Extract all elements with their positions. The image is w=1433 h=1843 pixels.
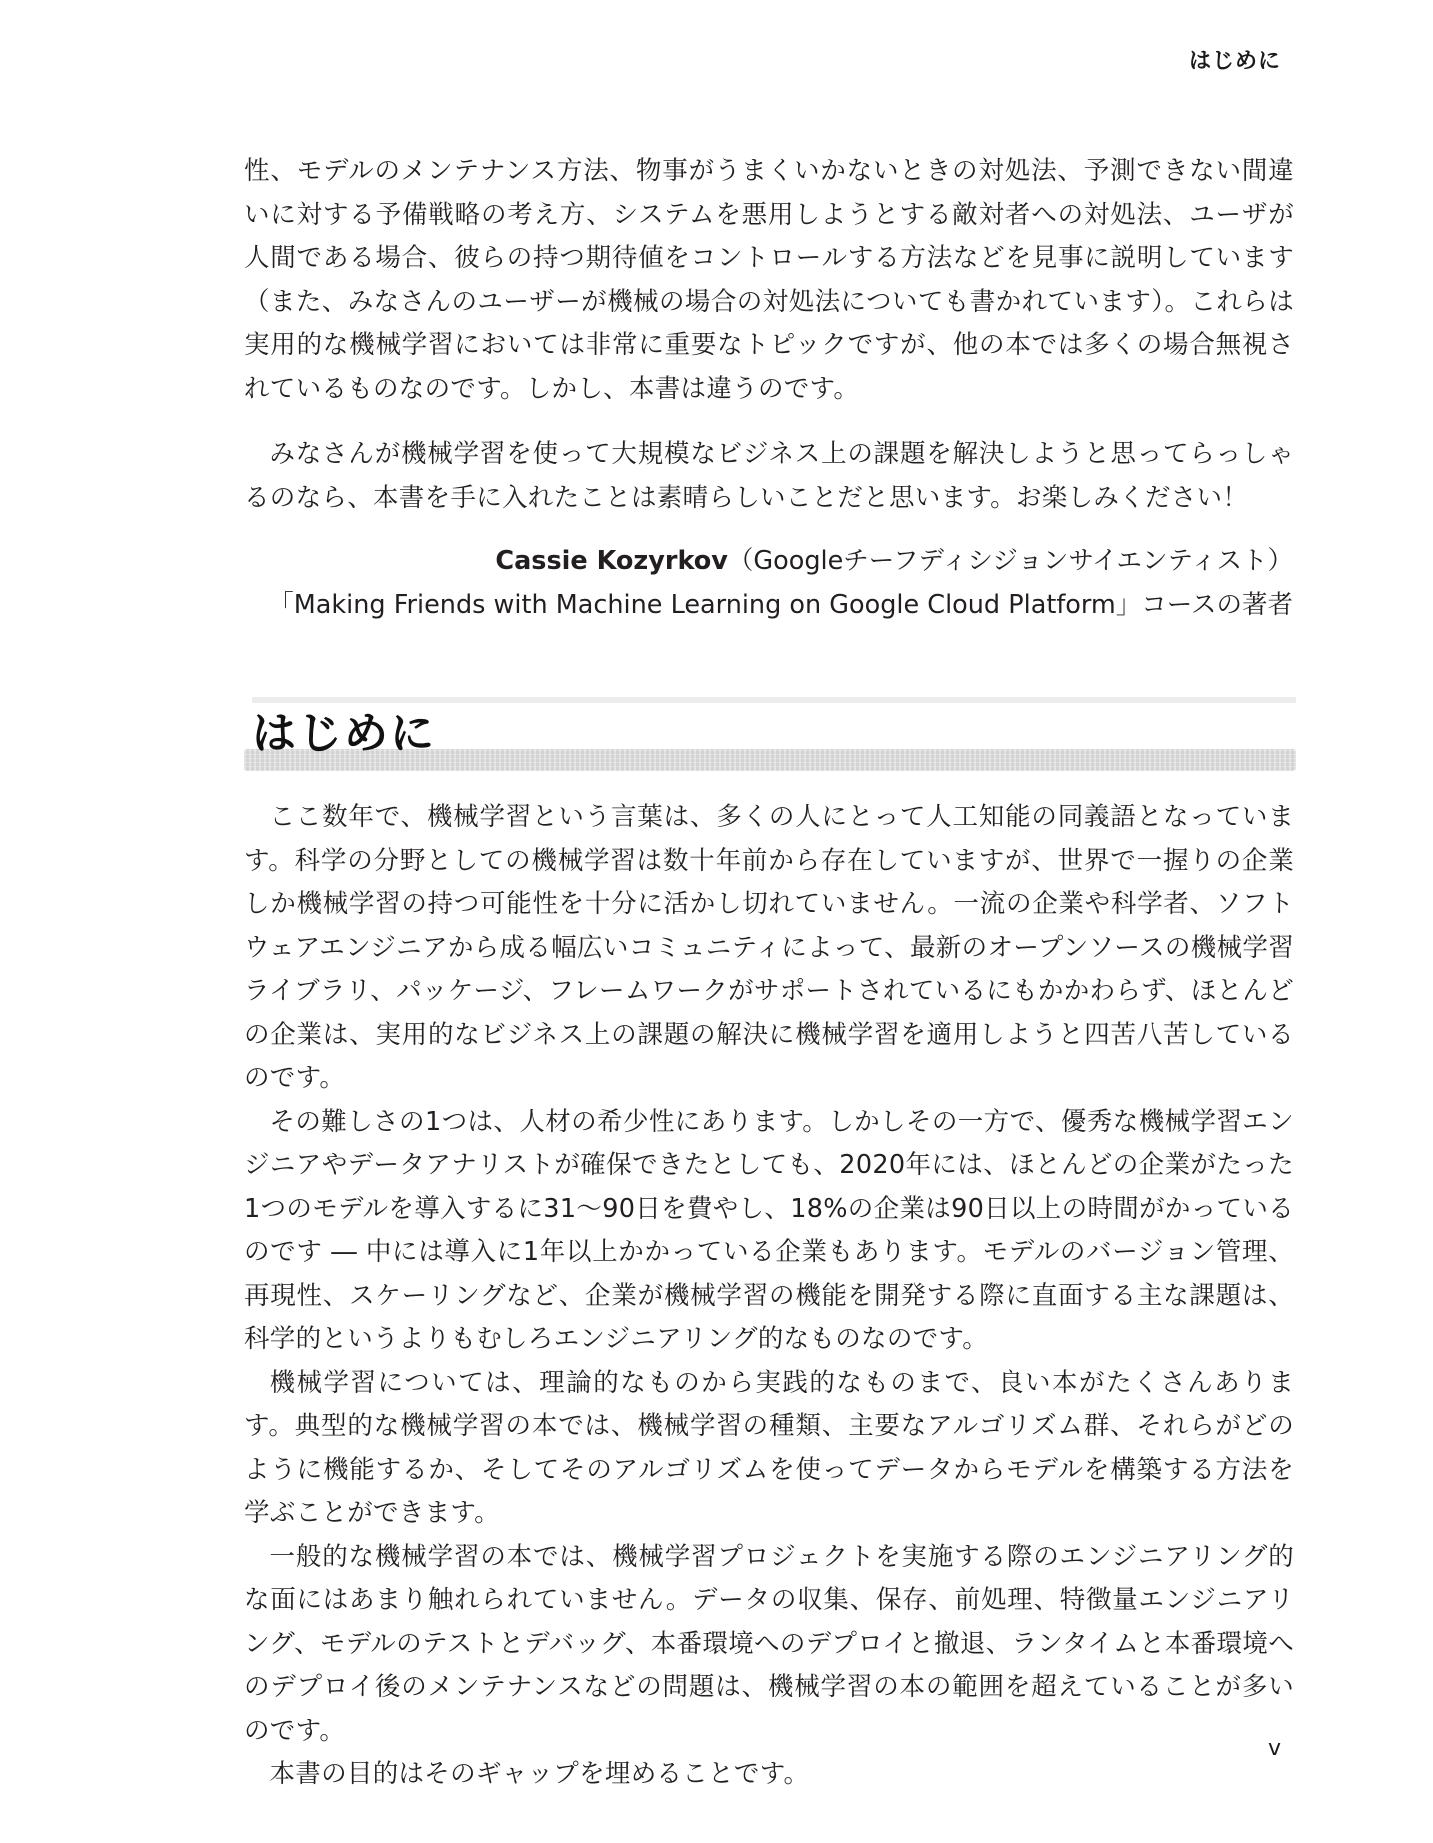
running-header: はじめに bbox=[1188, 49, 1281, 74]
foreword-continuation bbox=[244, 150, 1294, 520]
attribution-course: 「Making Friends with Machine Learning on Google Cloud Platform」コースの著者 bbox=[268, 589, 1293, 620]
section-body bbox=[244, 796, 1294, 1797]
section-heading-rule bbox=[252, 697, 1296, 703]
foreword-attribution bbox=[268, 540, 1293, 627]
attribution-role: （Googleチーフディシジョンサイエンティスト） bbox=[727, 546, 1293, 576]
foreword-paragraph: みなさんが機械学習を使って大規模なビジネス上の課題を解決しようと思ってらっしゃるのなら、本書を手に入れたことは素晴らしいことだと思います。お楽しみください！ bbox=[244, 439, 1294, 513]
body-paragraph: 機械学習については、理論的なものから実践的なものまで、良い本がたくさんあります。典型的な機械学習の本では、機械学習の種類、主要なアルゴリズム群、それらがどのように機能するか、そしてそのアルゴリズムを使ってデータからモデルを構築する方法を学ぶことができます。 bbox=[244, 1367, 1294, 1528]
body-paragraph: 本書の目的はそのギャップを埋めることです。 bbox=[269, 1759, 810, 1789]
foreword-paragraph: 性、モデルのメンテナンス方法、物事がうまくいかないときの対処法、予測できない間違いに対する予備戦略の考え方、システムを悪用しようとする敵対者への対処法、ユーザが人間である場合、彼らの持つ期待値をコントロールする方法などを見事に説明しています（また、みなさんのユーザーが機械の場合の対処法についても書かれています）。これらは実用的な機械学習においては非常に重要なトピックですが、他の本では多くの場合無視されているものなのです。しかし、本書は違うのです。 bbox=[244, 156, 1294, 404]
body-paragraph: 一般的な機械学習の本では、機械学習プロジェクトを実施する際のエンジニアリング的な面にはあまり触れられていません。データの収集、保存、前処理、特徴量エンジニアリング、モデルのテストとデバッグ、本番環境へのデプロイと撤退、ランタイムと本番環境へのデプロイ後のメンテナンスなどの問題は、機械学習の本の範囲を超えていることが多いのです。 bbox=[244, 1541, 1294, 1746]
attribution-name: Cassie Kozyrkov bbox=[495, 546, 728, 576]
attribution-line-1 bbox=[268, 540, 1293, 584]
page-number: v bbox=[1267, 1736, 1281, 1761]
body-paragraph: その難しさの1つは、人材の希少性にあります。しかしその一方で、優秀な機械学習エンジニアやデータアナリストが確保できたとしても、2020年には、ほとんどの企業がたった1つのモデルを導入するに31〜90日を費やし、18%の企業は90日以上の時間がかっているのです ― 中には導入に1年以上かかっている企業もあります。モデルのバージョン管理、再現性、スケーリングなど、企業が機械学習の機能を開発する際に直面する主な課題は、科学的というよりもむしろエンジニアリング的なものなのです。 bbox=[244, 1106, 1294, 1354]
section-title: はじめに bbox=[252, 708, 436, 759]
body-paragraph: ここ数年で、機械学習という言葉は、多くの人にとって人工知能の同義語となっています。科学の分野としての機械学習は数十年前から存在していますが、世界で一握りの企業しか機械学習の持つ可能性を十分に活かし切れていません。一流の企業や科学者、ソフトウェアエンジニアから成る幅広いコミュニティによって、最新のオープンソースの機械学習ライブラリ、パッケージ、フレームワークがサポートされているにもかかわらず、ほとんどの企業は、実用的なビジネス上の課題の解決に機械学習を適用しようと四苦八苦しているのです。 bbox=[244, 802, 1294, 1093]
